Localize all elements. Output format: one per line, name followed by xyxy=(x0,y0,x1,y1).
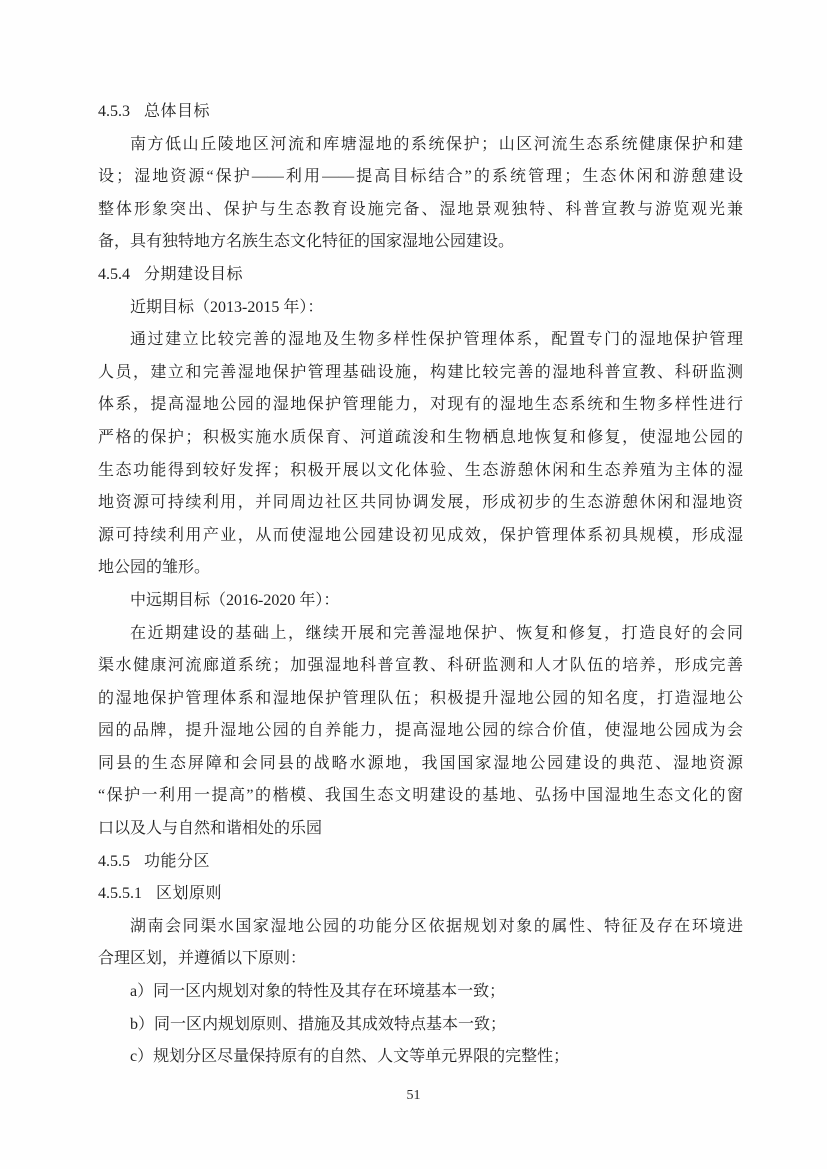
text-line: 中远期目标（2016-2020 年）： xyxy=(130,591,340,609)
text-line: 严格的保护；积极实施水质保育、河道疏浚和生物栖息地恢复和修复，使湿地公园的 xyxy=(98,428,743,446)
paragraph xyxy=(98,292,743,325)
section-heading xyxy=(98,96,743,129)
section-number: 4.5.5 xyxy=(98,852,130,870)
section-number: 4.5.5.1 xyxy=(98,885,142,903)
paragraph xyxy=(98,129,743,259)
section-title: 功能分区 xyxy=(144,852,211,870)
section-title: 区划原则 xyxy=(156,885,223,903)
text-line: 通过建立比较完善的湿地及生物多样性保护管理体系，配置专门的湿地保护管理 xyxy=(130,331,743,349)
paragraph xyxy=(98,911,743,976)
section-title: 总体目标 xyxy=(144,103,211,120)
text-line: 湖南会同渠水国家湿地公园的功能分区依据规划对象的属性、特征及存在环境进 xyxy=(130,917,743,935)
list-item: b）同一区内规划原则、措施及其成效特点基本一致； xyxy=(130,1015,507,1033)
section-heading xyxy=(98,846,743,879)
text-line: 地公园的雏形。 xyxy=(98,559,211,577)
text-line: 同县的生态屏障和会同县的战略水源地，我国国家湿地公园建设的典范、湿地资源 xyxy=(98,754,743,772)
paragraph xyxy=(98,324,743,585)
text-line: 备，具有独特地方名族生态文化特征的国家湿地公园建设。 xyxy=(98,233,515,251)
text-line: 设；湿地资源“保护——利用——提高目标结合”的系统管理；生态休闲和游憩建设 xyxy=(98,168,743,186)
text-line: 口以及人与自然和谐相处的乐园 xyxy=(98,820,323,838)
page-number: 51 xyxy=(406,1088,421,1103)
section-heading xyxy=(98,259,743,292)
text-line: 人员，建立和完善湿地保护管理基础设施，构建比较完善的湿地科普宣教、科研监测 xyxy=(98,363,743,381)
text-line: 源可持续利用产业，从而使湿地公园建设初见成效，保护管理体系初具规模，形成湿 xyxy=(98,526,743,544)
document-body xyxy=(98,96,743,1074)
text-line: 园的品牌，提升湿地公园的自养能力，提高湿地公园的综合价值，使湿地公园成为会 xyxy=(98,722,743,740)
paragraph xyxy=(98,585,743,618)
text-line: 整体形象突出、保护与生态教育设施完备、湿地景观独特、科普宣教与游览观光兼 xyxy=(98,200,743,218)
text-line: 体系，提高湿地公园的湿地保护管理能力，对现有的湿地生态系统和生物多样性进行 xyxy=(98,396,743,414)
text-line: 的湿地保护管理体系和湿地保护管理队伍；积极提升湿地公园的知名度，打造湿地公 xyxy=(98,689,743,707)
paragraph xyxy=(98,618,743,846)
text-line: 近期目标（2013-2015 年）： xyxy=(130,298,324,316)
text-line: 在近期建设的基础上，继续开展和完善湿地保护、恢复和修复，打造良好的会同 xyxy=(130,624,743,642)
section-number: 4.5.4 xyxy=(98,265,130,283)
section-title: 分期建设目标 xyxy=(144,265,244,283)
text-line: “保护一利用一提高”的楷模、我国生态文明建设的基地、弘扬中国湿地生态文化的窗 xyxy=(98,787,743,805)
list-item: c）规划分区尽量保持原有的自然、人文等单元界限的完整性； xyxy=(130,1048,570,1066)
text-line: 生态功能得到较好发挥；积极开展以文化体验、生态游憩休闲和生态养殖为主体的湿 xyxy=(98,461,743,479)
text-line: 地资源可持续利用，并同周边社区共同协调发展，形成初步的生态游憩休闲和湿地资 xyxy=(98,494,743,512)
list-item: a）同一区内规划对象的特性及其存在环境基本一致； xyxy=(130,983,506,1001)
text-line: 渠水健康河流廊道系统；加强湿地科普宣教、科研监测和人才队伍的培养，形成完善 xyxy=(98,657,743,675)
text-line: 南方低山丘陵地区河流和库塘湿地的系统保护；山区河流生态系统健康保护和建 xyxy=(130,135,743,153)
section-number: 4.5.3 xyxy=(98,103,130,120)
section-heading xyxy=(98,878,743,911)
text-line: 合理区划，并遵循以下原则： xyxy=(98,950,307,968)
